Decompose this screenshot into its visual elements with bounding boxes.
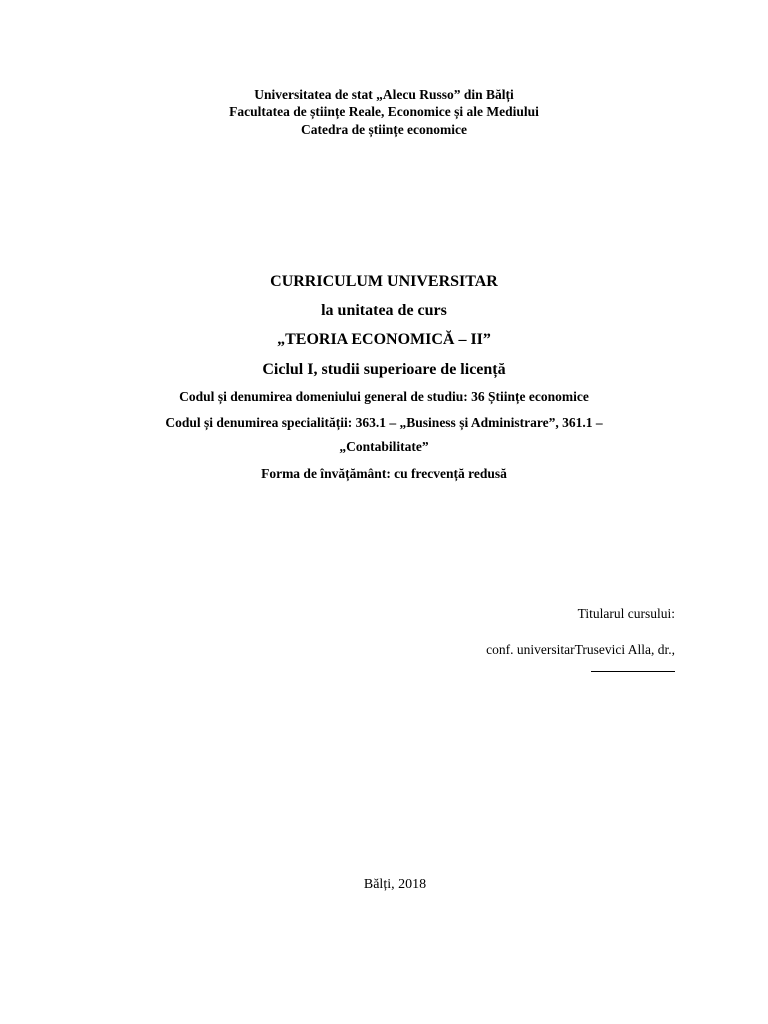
university-name: Universitatea de stat „Alecu Russo” din Bălți xyxy=(254,87,514,102)
specialty-line-2: „Contabilitate” xyxy=(339,439,429,454)
study-cycle: Ciclul I, studii superioare de licență xyxy=(262,361,506,378)
author-label: Titularul cursului: xyxy=(577,606,675,621)
author-name: conf. universitarTrusevici Alla, dr., xyxy=(486,642,675,657)
signature-line xyxy=(591,671,675,672)
study-domain: Codul și denumirea domeniului general de studiu: 36 Științe economice xyxy=(179,389,589,404)
study-form: Forma de învățământ: cu frecvență redusă xyxy=(261,466,507,481)
document-title: CURRICULUM UNIVERSITAR xyxy=(270,273,498,290)
faculty-name: Facultatea de științe Reale, Economice și ale Mediului xyxy=(229,104,539,119)
place-and-year: Bălți, 2018 xyxy=(363,877,427,892)
course-name: „TEORIA ECONOMICĂ – II” xyxy=(277,331,491,348)
document-subtitle: la unitatea de curs xyxy=(321,302,447,319)
department-name: Catedra de științe economice xyxy=(300,122,468,137)
specialty-line-1: Codul și denumirea specialității: 363.1 – „Business și Administrare”, 361.1 – xyxy=(165,415,603,430)
